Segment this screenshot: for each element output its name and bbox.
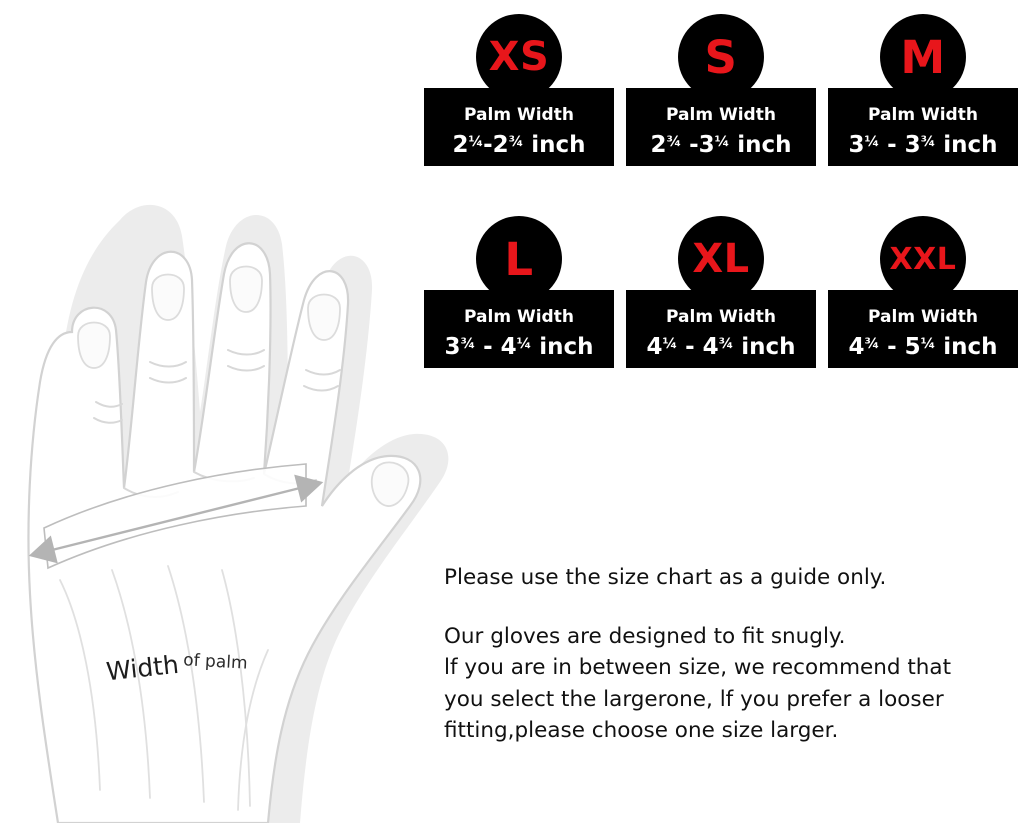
- note-line: you select the largerone, lf you prefer a looser: [444, 686, 944, 712]
- palm-width-heading: Palm Width: [464, 105, 574, 125]
- palm-width-value: $4^{\frac{3}{4}} - 5^{\frac{1}{4}}$ inch: [848, 333, 998, 360]
- size-guide-notes: [444, 562, 1019, 746]
- note-line: Our gloves are designed to fit snugly.: [444, 624, 846, 650]
- note-line: lf you are in between size, we recommend that: [444, 655, 952, 681]
- palm-width-value: $2^{\frac{3}{4}}$ $-3^{\frac{1}{4}}$ inch: [650, 131, 792, 158]
- palm-width-value: $2^{\frac{1}{4}}-2^{\frac{3}{4}}$ inch: [452, 131, 586, 158]
- note-fit-advice: [444, 621, 1019, 746]
- palm-width-value: $4^{\frac{1}{4}} - 4^{\frac{3}{4}}$ inch: [646, 333, 796, 360]
- size-chart-grid: [424, 8, 1020, 368]
- size-card-xs[interactable]: [424, 8, 614, 166]
- size-badge-xl: XL: [678, 216, 764, 302]
- palm-width-label-main: Width: [104, 649, 181, 687]
- size-card-xl[interactable]: [626, 210, 816, 368]
- palm-width-heading: Palm Width: [868, 105, 978, 125]
- size-badge-s: S: [678, 14, 764, 100]
- size-card-m[interactable]: [828, 8, 1018, 166]
- palm-width-heading: Palm Width: [666, 105, 776, 125]
- size-card-l[interactable]: [424, 210, 614, 368]
- hand-diagram-svg: [0, 150, 470, 823]
- palm-width-heading: Palm Width: [464, 307, 574, 327]
- note-guide-only: Please use the size chart as a guide only.: [444, 565, 887, 590]
- size-card-s[interactable]: [626, 8, 816, 166]
- size-card-xxl[interactable]: [828, 210, 1018, 368]
- size-badge-l: L: [476, 216, 562, 302]
- hand-illustration: [0, 150, 470, 823]
- palm-width-heading: Palm Width: [868, 307, 978, 327]
- palm-width-value: $3^{\frac{3}{4}} - 4^{\frac{1}{4}}$ inch: [444, 333, 594, 360]
- palm-width-label-sub: of palm: [182, 650, 248, 674]
- palm-width-value: $3^{\frac{1}{4}} - 3^{\frac{3}{4}}$ inch: [848, 131, 998, 158]
- size-badge-xs: XS: [476, 14, 562, 100]
- size-badge-m: M: [880, 14, 966, 100]
- palm-width-heading: Palm Width: [666, 307, 776, 327]
- note-line: fitting,please choose one size larger.: [444, 717, 839, 743]
- size-badge-xxl: XXL: [880, 216, 966, 302]
